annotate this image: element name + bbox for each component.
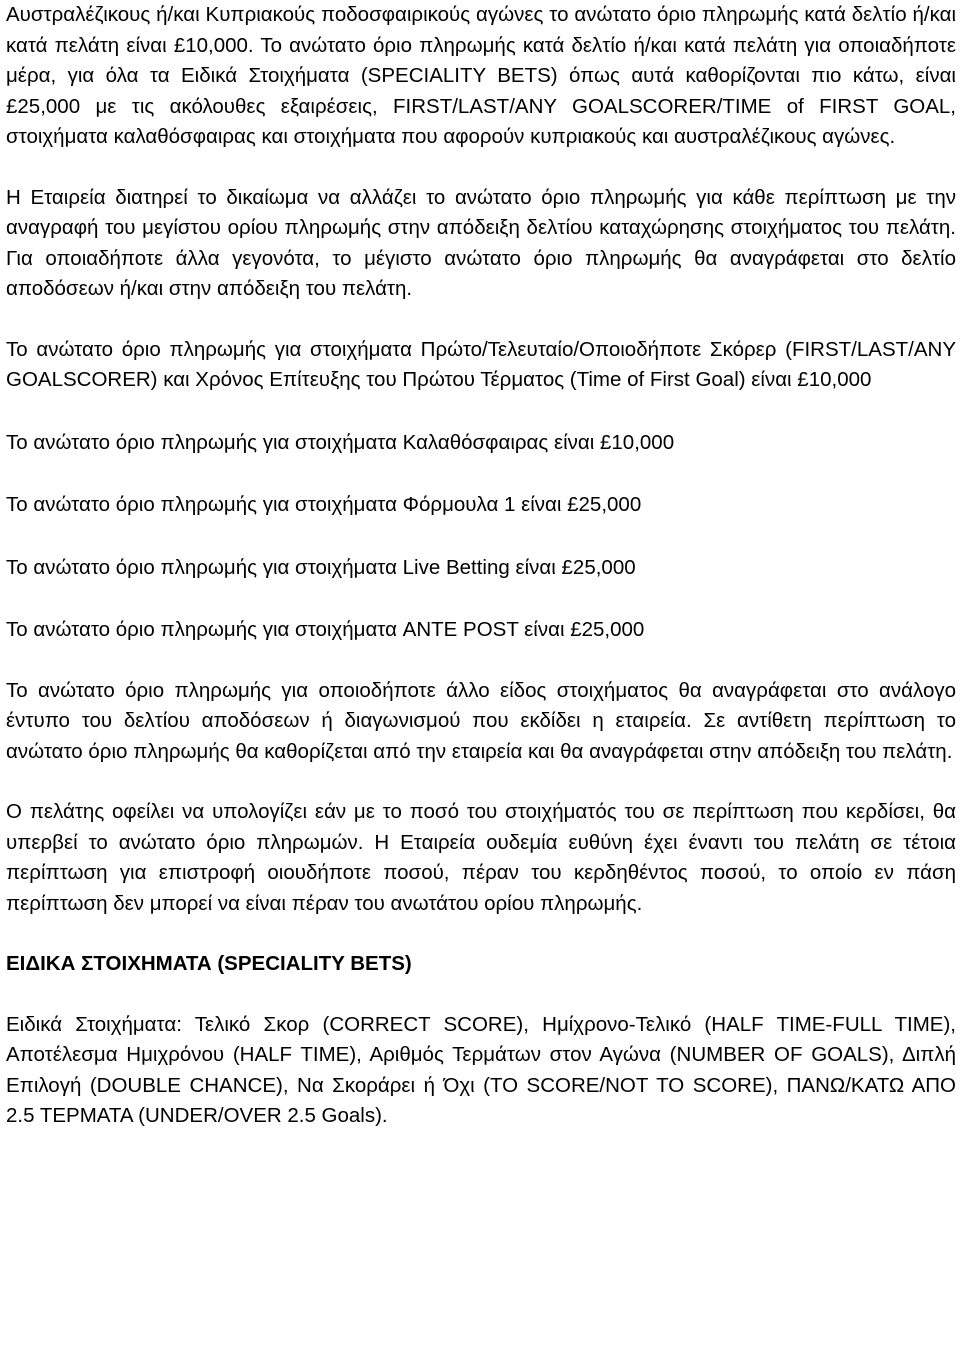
customer-liability-paragraph: Ο πελάτης οφείλει να υπολογίζει εάν με το ποσό του στοιχήματός του σε περίπτωση που κερδίσει, θα υπερβεί το ανώτατο όριο πληρωμών. Η Εταιρεία ουδεμία ευθύνη έχει έναντι του πελάτη σε τέτοια περίπτωση για επιστροφή οιουδήποτε ποσού, πέραν του κερδηθέντος ποσού, το οποίο εν πάση περίπτωση δεν μπορεί να είναι πέραν του ανωτάτου ορίου πληρωμής. xyxy=(6,800,956,915)
intro-paragraph: Αυστραλέζικους ή/και Κυπριακούς ποδοσφαιρικούς αγώνες το ανώτατο όριο πληρωμής κατά δελτίο ή/και κατά πελάτη είναι £10,000. Το ανώτατο όριο πληρωμής κατά δελτίο ή/και κατά πελάτη για οποιαδήποτε μέρα, για όλα τα Ειδικά Στοιχήματα (SPECIALITY BETS) όπως αυτά καθορίζονται πιο κάτω, είναι £25,000 με τις ακόλουθες εξαιρέσεις, FIRST/LAST/ANY GOALSCORER/TIME of FIRST GOAL, στοιχήματα καλαθόσφαιρας και στοιχήματα που αφορούν κυπριακούς και αυστραλέζικους αγώνες. xyxy=(6,3,956,148)
basketball-limit-line: Το ανώτατο όριο πληρωμής για στοιχήματα Καλαθόσφαιρας είναι £10,000 xyxy=(6,430,675,454)
ante-post-limit-line: Το ανώτατο όριο πληρωμής για στοιχήματα ANTE POST είναι £25,000 xyxy=(6,618,645,641)
other-bets-paragraph: Το ανώτατο όριο πληρωμής για οποιοδήποτε άλλο είδος στοιχήματος θα αναγράφεται στο ανάλογο έντυπο του δελτίου αποδόσεων ή διαγωνισμού που εκδίδει η εταιρεία. Σε αντίθετη περίπτωση το ανώτατο όριο πληρωμής θα καθορίζεται από την εταιρεία και θα αναγράφεται στην απόδειξη του πελάτη. xyxy=(6,678,956,763)
special-bets-paragraph: Ειδικά Στοιχήματα: Τελικό Σκορ (CORRECT SCORE), Ημίχρονο-Τελικό (HALF TIME-FULL TIME), Αποτέλεσμα Ημιχρόνου (HALF TIME), Αριθμός Τερμάτων στον Αγώνα (NUMBER OF GOALS), Διπλή Επιλογή (DOUBLE CHANCE), Να Σκοράρει ή Όχι (TO SCORE/NOT TO SCORE), ΠΑΝΩ/ΚΑΤΩ ΑΠΟ 2.5 ΤΕΡΜΑΤΑ (UNDER/OVER 2.5 Goals). xyxy=(6,1012,956,1127)
first-goal-limit-paragraph: Το ανώτατο όριο πληρωμής για στοιχήματα Πρώτο/Τελευταίο/Οποιοδήποτε Σκόρερ (FIRST/LAST/ANY GOALSCORER) και Χρόνος Επίτευξης του Πρώτου Τέρματος (Time of First Goal) είναι £10,000 xyxy=(6,337,956,391)
special-bets-heading: ΕΙΔΙΚΑ ΣΤΟΙΧΗΜΑΤΑ (SPECIALITY BETS) xyxy=(6,952,412,975)
live-betting-limit-line: Το ανώτατο όριο πληρωμής για στοιχήματα Live Betting είναι £25,000 xyxy=(6,555,636,579)
formula1-limit-line: Το ανώτατο όριο πληρωμής για στοιχήματα Φόρμουλα 1 είναι £25,000 xyxy=(6,493,642,516)
right-to-change-paragraph: Η Εταιρεία διατηρεί το δικαίωμα να αλλάζει το ανώτατο όριο πληρωμής για κάθε περίπτωση με την αναγραφή του μεγίστου ορίου πληρωμής στην απόδειξη δελτίου καταχώρησης στοιχήματος του πελάτη. Για οποιαδήποτε άλλα γεγονότα, το μέγιστο ανώτατο όριο πληρωμής θα αναγράφεται στο δελτίο αποδόσεων ή/και στην απόδειξη του πελάτη. xyxy=(6,185,956,300)
